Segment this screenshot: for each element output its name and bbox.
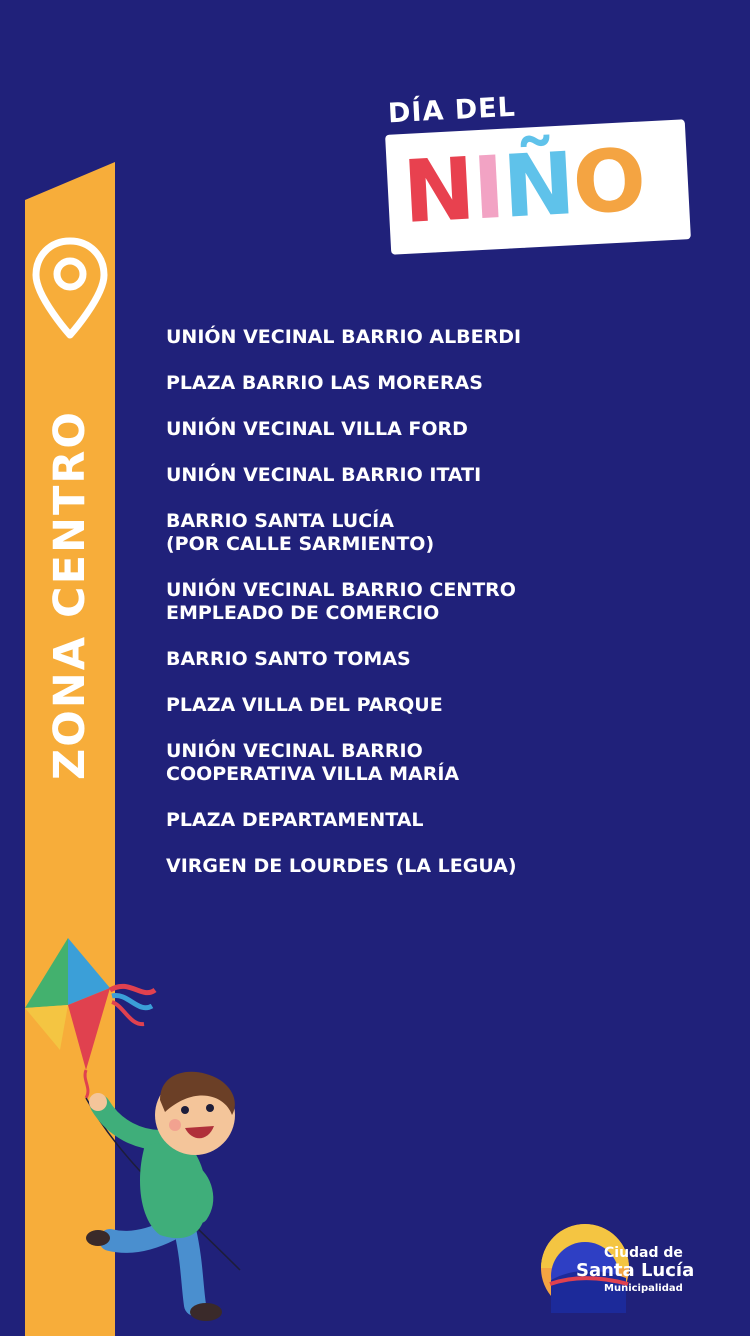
kite-ribbon <box>110 986 155 992</box>
logo-line-dia-del: DÍA DEL <box>387 91 517 130</box>
child-cheek <box>169 1119 181 1131</box>
nino-letter-i: I <box>470 137 506 240</box>
place-item: UNIÓN VECINAL BARRIO CENTRO EMPLEADO DE COMERCIO <box>166 579 516 624</box>
logo-santa-lucia: Santa Lucía <box>576 1260 695 1281</box>
logo-ciudad-de: Ciudad de <box>604 1245 683 1261</box>
child-eye <box>206 1104 214 1112</box>
child-shoe <box>86 1230 110 1246</box>
logo-municipalidad: Municipalidad <box>604 1283 683 1294</box>
nino-letter-o: O <box>570 130 647 235</box>
nino-letter-ntilde: Ñ <box>500 134 576 238</box>
kite-panel-yellow <box>25 1005 68 1050</box>
child-eye <box>181 1106 189 1114</box>
place-item: PLAZA DEPARTAMENTAL <box>166 809 424 831</box>
place-item: UNIÓN VECINAL BARRIO COOPERATIVA VILLA MARÍA <box>166 740 460 785</box>
logo-line-en-santa-lucia: EN SANTA LUCÍA <box>399 231 548 258</box>
place-item: BARRIO SANTA LUCÍA (POR CALLE SARMIENTO) <box>166 510 435 555</box>
place-item: PLAZA BARRIO LAS MORERAS <box>166 372 483 394</box>
place-item: VIRGEN DE LOURDES (LA LEGUA) <box>166 855 517 877</box>
place-item: UNIÓN VECINAL VILLA FORD <box>166 418 468 440</box>
child-hand <box>89 1093 107 1111</box>
place-item: UNIÓN VECINAL BARRIO ALBERDI <box>166 326 522 348</box>
place-item: BARRIO SANTO TOMAS <box>166 648 411 670</box>
zone-title: ZONA CENTRO <box>45 410 95 780</box>
place-item: UNIÓN VECINAL BARRIO ITATI <box>166 464 482 486</box>
child-shoe <box>190 1303 222 1321</box>
nino-letter-n: N <box>400 139 476 243</box>
kite-panel-green <box>25 938 68 1008</box>
place-item: PLAZA VILLA DEL PARQUE <box>166 694 443 716</box>
location-pin-icon <box>30 235 110 343</box>
child-with-kite-illustration <box>20 930 280 1330</box>
child-leg <box>185 1230 195 1305</box>
dia-del-nino-logo <box>380 85 700 270</box>
kite-tail <box>85 1070 88 1098</box>
nino-word <box>400 126 647 248</box>
places-list <box>166 326 521 901</box>
municipalidad-logo <box>538 1218 723 1313</box>
